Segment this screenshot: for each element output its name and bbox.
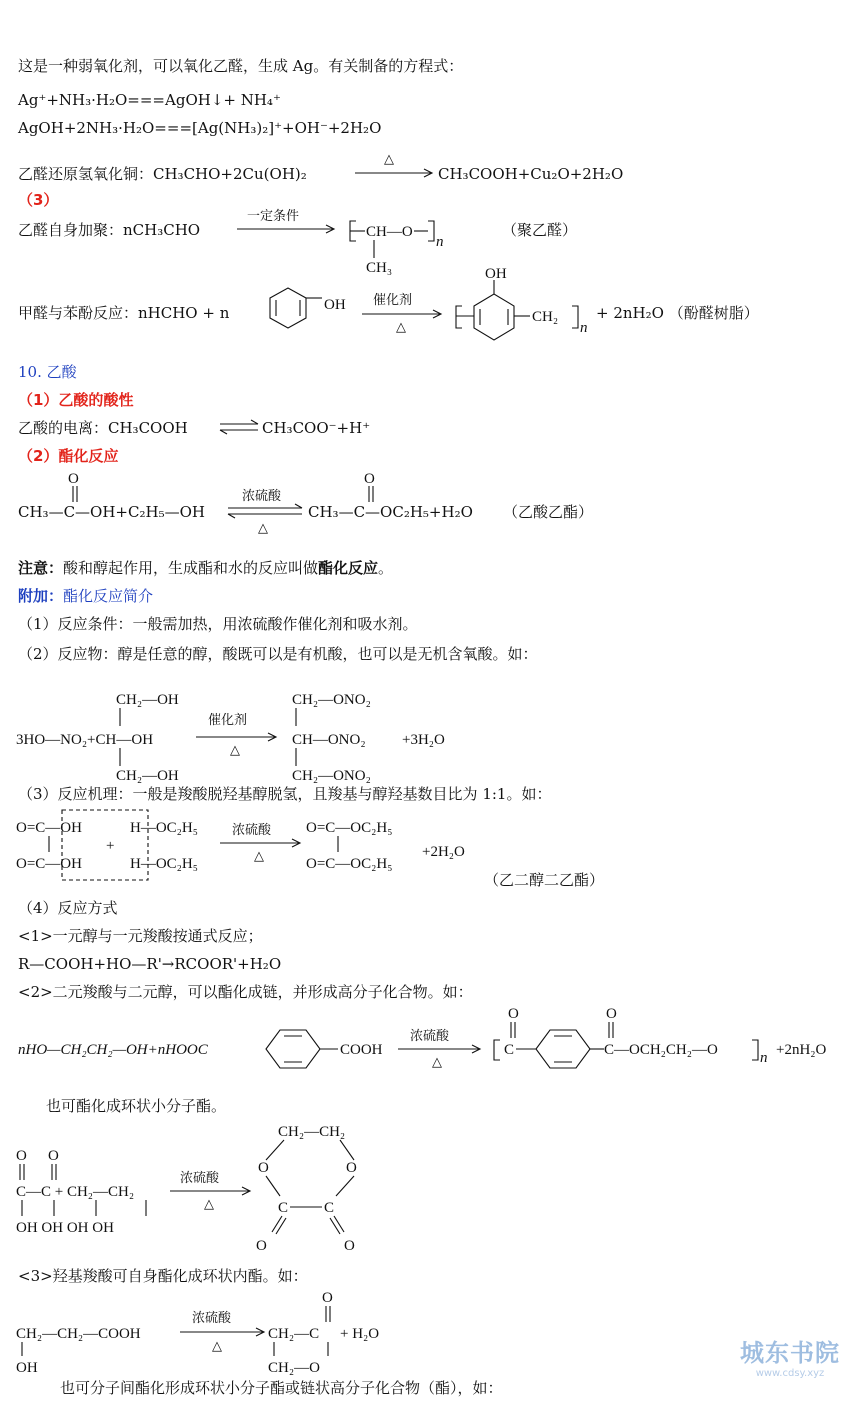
nitro-water: +3H₂O xyxy=(402,732,445,748)
glycerol-mid: 3HO—NO₂+CH—OH xyxy=(16,732,154,748)
cyclic-ester-ring xyxy=(256,1124,357,1254)
pet-cooh: COOH xyxy=(340,1042,383,1058)
appendix-text: 酯化反应简介 xyxy=(63,587,154,605)
oxalic-top: O=C—OH xyxy=(16,820,82,836)
lac-o: O xyxy=(322,1290,333,1306)
diethyl-oxalate-structure xyxy=(306,820,465,872)
cy-ring-o2: O xyxy=(346,1160,357,1176)
phenol-catalyst: 催化剂 xyxy=(373,293,413,308)
item-2: （2）反应物：醇是任意的醇，酸既可以是有机酸，也可以是无机含氧酸。如： xyxy=(18,645,538,663)
cyclic-arrow xyxy=(170,1171,250,1212)
ethanol-top: H—OC₂H₅ xyxy=(130,820,198,836)
polymer-unit: CH—O xyxy=(366,224,413,240)
eq-silver-2: AgOH+2NH₃·H₂O===[Ag(NH₃)₂]⁺+OH⁻+2H₂O xyxy=(18,119,382,137)
final-line: 也可分子间酯化形成环状小分子酯或链状高分子化合物（酯），如： xyxy=(60,1379,503,1397)
oxalic-bot: O=C—OH xyxy=(16,856,82,872)
oxalate-water: +2H₂O xyxy=(422,844,465,860)
polymer-name: （聚乙醛） xyxy=(502,221,578,239)
pet-o1: O xyxy=(508,1006,519,1022)
item-1: （1）反应条件：一般需加热，用浓硫酸作催化剂和吸水剂。 xyxy=(18,615,418,633)
glycerol-structure xyxy=(16,692,179,784)
phenol-oh: OH xyxy=(324,297,346,313)
resin-n: n xyxy=(580,320,588,336)
nitroglycerin-structure xyxy=(292,692,445,784)
acid-carbonyl-o: O xyxy=(68,471,79,487)
polymer-condition: 一定条件 xyxy=(247,209,300,224)
cy-left: C—C + CH₂—CH₂ xyxy=(16,1184,135,1200)
nitro-bot: CH₂—ONO₂ xyxy=(292,768,371,784)
pet-water: +2nH₂O xyxy=(776,1042,827,1058)
pet-c1: C xyxy=(504,1042,515,1058)
phenolic-resin-structure xyxy=(456,266,588,340)
polymer-n: n xyxy=(436,234,444,250)
mode-2: <2>二元羧酸与二元醇，可以酯化成链，并形成高分子化合物。如： xyxy=(18,983,473,1001)
cyclic-intro: 也可酯化成环状小分子酯。 xyxy=(46,1097,227,1115)
nitration-arrow xyxy=(196,712,276,758)
lac-right-bot: CH₂—O xyxy=(268,1360,320,1376)
phenol-delta: △ xyxy=(396,320,406,335)
glycerol-top: CH₂—OH xyxy=(116,692,179,708)
cy-o1: O xyxy=(16,1148,27,1164)
cy-ring-o1: O xyxy=(258,1160,269,1176)
mode-1: <1>一元醇与一元羧酸按通式反应； xyxy=(18,927,263,945)
ester-catalyst: 浓硫酸 xyxy=(242,489,282,504)
phenol-label: 甲醛与苯酚反应：nHCHO + n xyxy=(18,304,230,322)
section-3-heading: （3） xyxy=(18,191,59,209)
pet-n: n xyxy=(760,1050,768,1066)
ionization-equilibrium xyxy=(220,420,258,434)
acidity-heading: （1）乙酸的酸性 xyxy=(18,391,134,409)
lac-oh: OH xyxy=(16,1360,38,1376)
cu-reaction-left: 乙醛还原氢氧化铜：CH₃CHO+2Cu(OH)₂ xyxy=(18,165,307,183)
eq-silver-1: Ag⁺+NH₃·H₂O===AgOH↓+ NH₄⁺ xyxy=(18,91,281,109)
oxalate-top: O=C—OC₂H₅ xyxy=(306,820,393,836)
cyclic-delta: △ xyxy=(204,1197,214,1212)
pet-tail: C—OCH₂CH₂—O xyxy=(604,1042,718,1058)
cy-ring-o4: O xyxy=(344,1238,355,1254)
nitration-catalyst: 催化剂 xyxy=(208,713,248,728)
lac-catalyst: 浓硫酸 xyxy=(192,1311,232,1326)
cy-oh: OH OH OH OH xyxy=(16,1220,114,1236)
ester-right: CH₃—C—OC₂H₅+H₂O xyxy=(308,503,473,521)
ester-carbonyls xyxy=(68,471,375,502)
pet-left: nHO—CH₂CH₂—OH+nHOOC xyxy=(18,1042,208,1058)
ester-arrow xyxy=(228,489,302,536)
pet-delta: △ xyxy=(432,1055,442,1070)
phenol-ring xyxy=(270,288,346,328)
item-3: （3）反应机理：一般是羧酸脱羟基醇脱氢，且羧基与醇羟基数目比为 1:1。如： xyxy=(18,785,552,803)
lactone-arrow xyxy=(180,1311,264,1354)
pet-arrow xyxy=(398,1029,480,1070)
lactone-reactant xyxy=(16,1326,141,1376)
pet-polymer-structure xyxy=(494,1006,827,1068)
esterification-heading: （2）酯化反应 xyxy=(18,447,119,465)
oxalate-name: （乙二醇二乙酯） xyxy=(484,871,605,889)
intro-text: 这是一种弱氧化剂，可以氧化乙醛，生成 Ag。有关制备的方程式： xyxy=(18,57,464,75)
appendix-label: 附加： xyxy=(18,587,64,605)
watermark-url: www.cdsy.xyz xyxy=(755,1368,825,1379)
polymer-label: 乙醛自身加聚：nCH₃CHO xyxy=(18,221,201,239)
ester-left: CH₃—C—OH+C₂H₅—OH xyxy=(18,503,205,521)
note-text: 酸和醇起作用，生成酯和水的反应叫做 xyxy=(63,559,319,577)
cyclic-reactants xyxy=(16,1148,146,1236)
oxalate-delta: △ xyxy=(254,849,264,864)
ester-delta: △ xyxy=(258,521,268,536)
cyclic-catalyst: 浓硫酸 xyxy=(180,1171,220,1186)
mode-1-equation: R—COOH+HO—R'→RCOOR'+H₂O xyxy=(18,955,282,973)
nitration-delta: △ xyxy=(230,743,240,758)
lac-right-top: CH₂—C xyxy=(268,1326,320,1342)
pet-reactants xyxy=(18,1030,383,1068)
ethanol-bot: H—OC₂H₅ xyxy=(130,856,198,872)
note-label: 注意： xyxy=(18,559,64,577)
oxalate-bot: O=C—OC₂H₅ xyxy=(306,856,393,872)
item-4: （4）反应方式 xyxy=(18,899,118,917)
note-end: 。 xyxy=(378,559,394,577)
ester-carbonyl-o: O xyxy=(364,471,375,487)
watermark-title: 城东书院 xyxy=(740,1339,840,1367)
lac-delta: △ xyxy=(212,1339,222,1354)
cy-ring-c2: C xyxy=(324,1200,335,1216)
cy-ring-c1: C xyxy=(278,1200,289,1216)
cu-reaction-right: CH₃COOH+Cu₂O+2H₂O xyxy=(438,165,624,183)
nitro-mid: CH—ONO₂ xyxy=(292,732,366,748)
cu-arrow xyxy=(355,152,432,177)
cu-delta: △ xyxy=(384,152,394,167)
cy-ring-top: CH₂—CH₂ xyxy=(278,1124,346,1140)
polymer-methyl: CH₃ xyxy=(366,260,393,276)
lac-water: + H₂O xyxy=(340,1326,380,1342)
oxalic-plus: + xyxy=(106,838,115,854)
pet-o2: O xyxy=(606,1006,617,1022)
lac-left: CH₂—CH₂—COOH xyxy=(16,1326,141,1342)
oxalic-acid-structure xyxy=(16,810,198,880)
phenol-arrow xyxy=(362,292,441,335)
polyacetaldehyde-structure xyxy=(350,221,444,276)
oxalate-catalyst: 浓硫酸 xyxy=(232,823,272,838)
mode-3: <3>羟基羧酸可自身酯化成环状内酯。如： xyxy=(18,1267,308,1285)
ionization-right: CH₃COO⁻+H⁺ xyxy=(262,419,371,437)
pet-catalyst: 浓硫酸 xyxy=(410,1029,450,1044)
cy-ring-o3: O xyxy=(256,1238,267,1254)
ionization-left: 乙酸的电离：CH₃COOH xyxy=(18,419,188,437)
nitro-top: CH₂—ONO₂ xyxy=(292,692,371,708)
polymer-arrow xyxy=(237,209,334,233)
phenol-right: + 2nH₂O （酚醛树脂） xyxy=(596,304,759,322)
resin-ch2: CH₂ xyxy=(532,309,559,325)
section-10-title: 10. 乙酸 xyxy=(18,363,77,381)
watermark-logo xyxy=(740,1333,840,1379)
resin-oh: OH xyxy=(485,266,507,282)
glycerol-bot: CH₂—OH xyxy=(116,768,179,784)
cy-o2: O xyxy=(48,1148,59,1164)
ester-name: （乙酸乙酯） xyxy=(503,503,594,521)
note-keyword: 酯化反应 xyxy=(318,559,379,577)
lactone-product xyxy=(268,1290,379,1376)
oxalate-arrow xyxy=(220,823,300,864)
